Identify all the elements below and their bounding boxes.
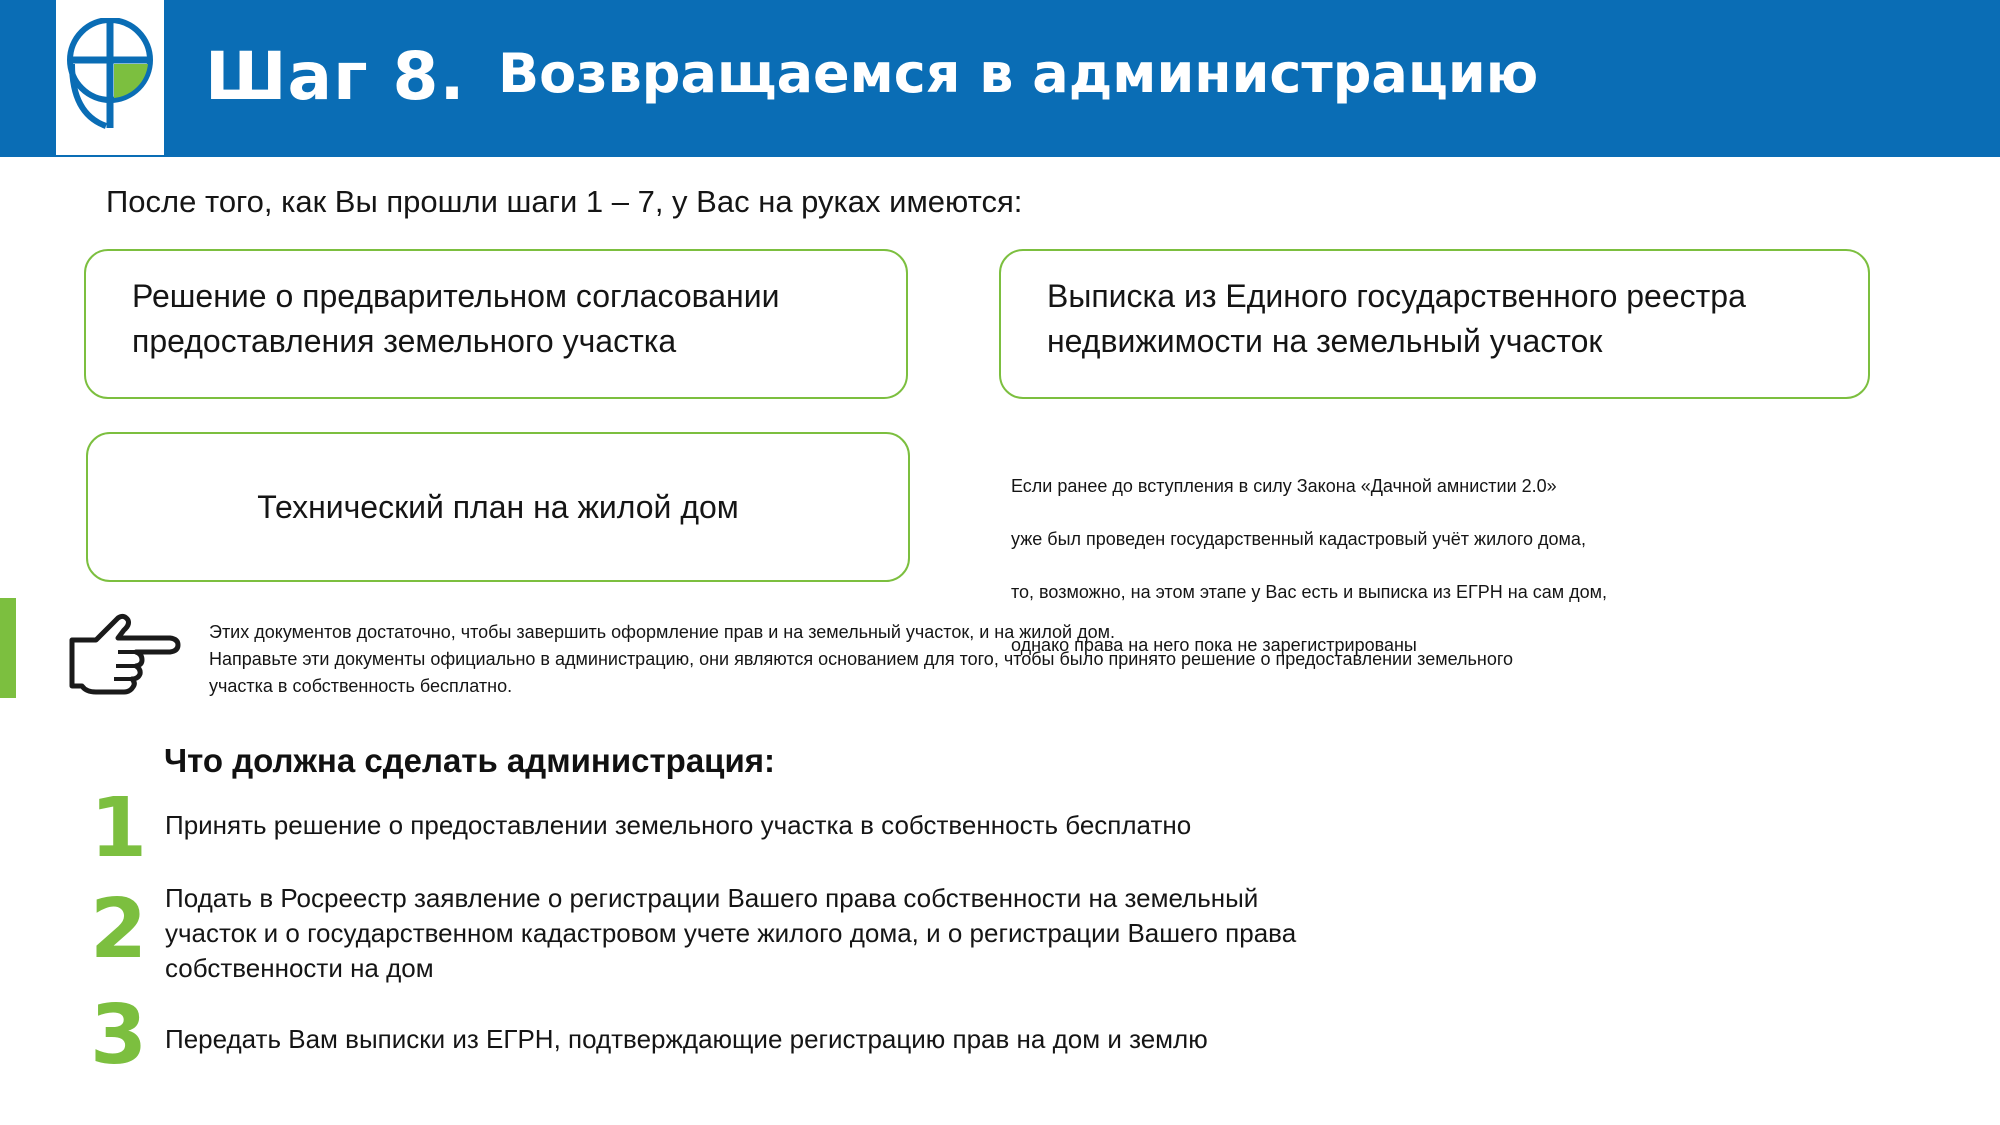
pointing-hand-icon (66, 612, 182, 703)
admin-step-1: Принять решение о предоставлении земельного участка в собственность бесплатно (165, 810, 1192, 840)
step-number-2: 2 (90, 882, 148, 977)
rosreestr-logo-icon (62, 18, 158, 130)
admin-section-title: Что должна сделать администрация: (164, 742, 775, 779)
accent-bar (0, 598, 16, 698)
admin-step-2: Подать в Росреестр заявление о регистрации Вашего права собственности на земельный участок и о государственном кадастровом учете жилого дома, и о регистрации Вашего права собственности на дом (165, 883, 1297, 983)
document-card-text: Выписка из Единого государственного реестра недвижимости на земельный участок (1047, 278, 1746, 359)
amnesty-note: Если ранее до вступления в силу Закона «Дачной амнистии 2.0» уже был проведен государственный кадастровый учёт жилого дома, то, возможно, на этом этапе у Вас есть и выписка из ЕГРН на сам дом, однако права на него пока не зарегистрированы (1011, 475, 1608, 655)
document-card-decision (84, 249, 908, 399)
document-card-text: Решение о предварительном согласовании предоставления земельного участка (132, 278, 780, 359)
header-bar (0, 0, 2000, 157)
tip-text: Этих документов достаточно, чтобы завершить оформление прав и на земельный участок, и на жилой дом. Направьте эти документы официально в администрацию, они являются основанием для того, чтобы было принято решение о предоставлении земельного участка в собственность бесплатно. (209, 622, 1514, 696)
intro-text: После того, как Вы прошли шаги 1 – 7, у Вас на руках имеются: (106, 184, 1023, 219)
document-card-technical-plan (86, 432, 910, 582)
page-title: Возвращаемся в администрацию (498, 42, 1539, 105)
rosreestr-logo (56, 0, 164, 157)
admin-step-3: Передать Вам выписки из ЕГРН, подтверждающие регистрацию прав на дом и землю (165, 1024, 1208, 1054)
document-card-egrn-extract (999, 249, 1870, 399)
step-number-3: 3 (90, 988, 148, 1083)
step-number: Шаг 8. (205, 38, 466, 115)
step-number-1: 1 (90, 781, 148, 876)
document-card-text: Технический план на жилой дом (257, 488, 739, 525)
